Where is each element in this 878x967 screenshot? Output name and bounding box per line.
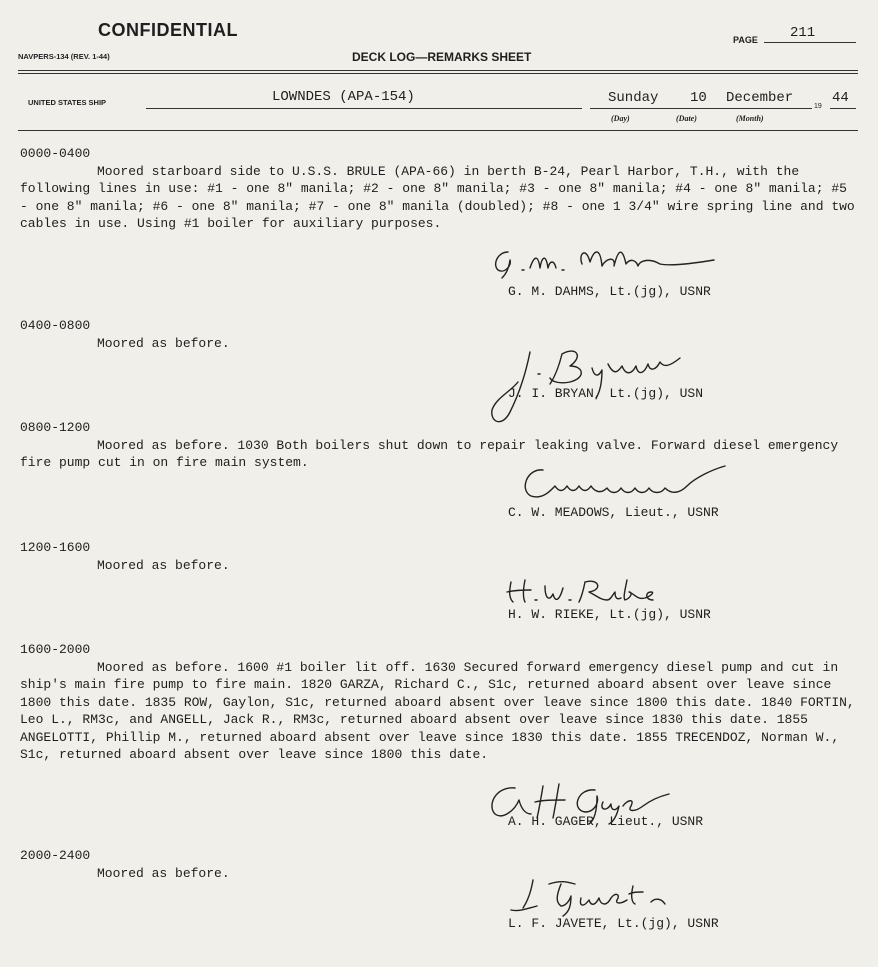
- signature-javete: [505, 876, 685, 916]
- officer-signature-name: C. W. MEADOWS, Lieut., USNR: [508, 505, 719, 520]
- remarks-text: Moored starboard side to U.S.S. BRULE (APA-66) in berth B-24, Pearl Harbor, T.H., with the following lines in use: #1 - one 8" manila; #2 - one 8" manila; #3 - one 8" manila; #4 - one 8" manila; #5 - one 8" manila; #6 - one 8" manila; #7 - one 8" manila (doubled); #8 - one 1 3/4" wire spring line and two cables in use. Using #1 boiler for auxiliary purposes.: [20, 164, 855, 232]
- officer-signature-name: H. W. RIEKE, Lt.(jg), USNR: [508, 607, 711, 622]
- remarks-text: Moored as before.: [97, 558, 230, 573]
- watch-period: 1200-1600: [20, 540, 91, 555]
- signature-dahms: [490, 240, 720, 280]
- date-caption: (Date): [676, 114, 697, 123]
- month-caption: (Month): [736, 114, 764, 123]
- header-rule: [18, 70, 858, 71]
- header-rule: [18, 73, 858, 74]
- watch-period: 0000-0400: [20, 146, 91, 161]
- classification-heading: CONFIDENTIAL: [98, 20, 238, 40]
- signature-meadows: [515, 460, 735, 504]
- officer-signature-name: L. F. JAVETE, Lt.(jg), USNR: [508, 916, 719, 931]
- page-number: 211: [790, 25, 816, 41]
- watch-period: 2000-2400: [20, 848, 91, 863]
- watch-period: 0400-0800: [20, 318, 91, 333]
- remarks-text: Moored as before.: [97, 336, 230, 351]
- year-underline: [830, 108, 856, 109]
- watch-period: 1600-2000: [20, 642, 91, 657]
- date-underline: [590, 108, 812, 109]
- page-label: PAGE: [733, 35, 758, 45]
- day-caption: (Day): [611, 114, 630, 123]
- ship-name: LOWNDES (APA-154): [272, 89, 415, 105]
- day-value: Sunday: [608, 90, 659, 106]
- remarks-text: Moored as before. 1600 #1 boiler lit off. 1630 Secured forward emergency diesel pump and cut in ship's main fire pump to fire main. 1820 GARZA, Richard C., S1c, returned aboard absent over leave since 1800 this date. 1835 ROW, Gaylon, S1c, returned aboard absent over leave since 1800 this date. 1840 FORTIN, Leo L., RM3c, and ANGELL, Jack R., RM3c, returned aboard absent over leave since 1830 this date. 1855 ANGELOTTI, Phillip M., returned aboard absent over leave since 1830 this date. 1855 TRECENDOZ, Norman W., S1c, returned aboard absent over leave since 1800 this date.: [20, 660, 855, 763]
- header-rule: [18, 130, 858, 131]
- signature-rieke: [505, 576, 665, 608]
- form-title: DECK LOG—REMARKS SHEET: [352, 50, 532, 64]
- year-value: 44: [832, 90, 849, 106]
- officer-signature-name: G. M. DAHMS, Lt.(jg), USNR: [508, 284, 711, 299]
- officer-signature-name: J. I. BRYAN, Lt.(jg), USN: [508, 386, 704, 401]
- page-underline: [764, 42, 856, 43]
- month-value: December: [726, 90, 794, 106]
- remarks-text: Moored as before. 1030 Both boilers shut down to repair leaking valve. Forward diesel emergency fire pump cut in on fire main system.: [20, 438, 839, 471]
- date-value: 10: [690, 90, 707, 106]
- year-prefix: 19: [814, 103, 822, 110]
- ship-label: UNITED STATES SHIP: [28, 98, 107, 107]
- watch-period: 0800-1200: [20, 420, 91, 435]
- officer-signature-name: A. H. GAGER, Lieut., USNR: [508, 814, 704, 829]
- remarks-text: Moored as before.: [97, 866, 230, 881]
- form-id: NAVPERS-134 (REV. 1-44): [18, 52, 110, 61]
- ship-underline: [146, 108, 582, 109]
